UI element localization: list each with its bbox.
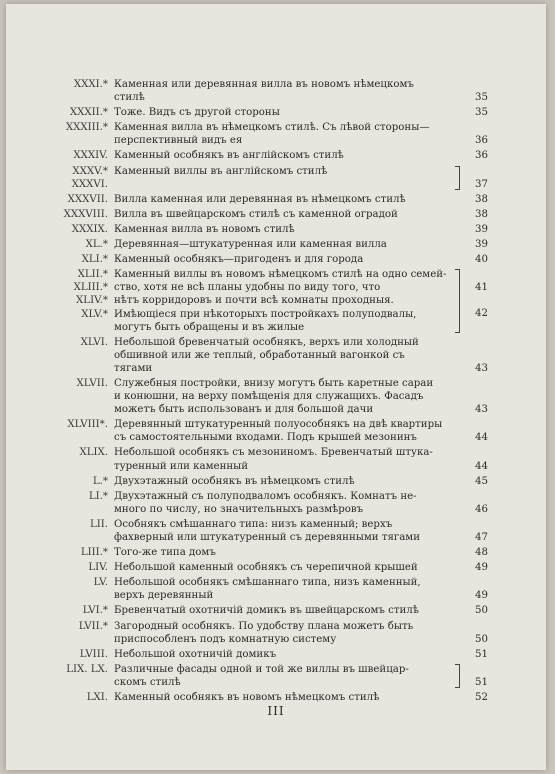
entry-description xyxy=(114,253,456,266)
description-line: Каменный особнякъ въ англійскомъ стилѣ xyxy=(114,150,344,162)
description-line: Двухэтажный съ полуподваломъ особнякъ. Комнатъ не- xyxy=(114,490,417,502)
table-of-contents xyxy=(58,78,488,706)
description-line: ство, хотя не всѣ планы удобны по виду того, что xyxy=(114,282,381,294)
entry-description xyxy=(114,165,456,191)
page-number: 45 xyxy=(475,475,488,487)
description-line: и конюшни, на верху помѣщенія для служащихъ. Фасадъ xyxy=(114,391,424,403)
description-line: Каменный особнякъ—пригоденъ и для города xyxy=(114,254,364,266)
entry-description xyxy=(114,121,456,147)
page-number-footer: III xyxy=(267,704,285,718)
description-line: обшивной или же теплый, обработанный вагонкой съ xyxy=(114,349,405,361)
description-line: Каменный виллы въ новомъ нѣмецкомъ стилѣ на одно семей- xyxy=(114,269,447,281)
entry-description xyxy=(114,546,456,559)
entry-description xyxy=(114,106,456,119)
entry-description xyxy=(114,663,456,689)
plate-number: XXXV.* XXXVI. xyxy=(71,165,108,190)
description-line: тягами xyxy=(114,362,153,374)
toc-entry xyxy=(58,576,488,602)
entry-description xyxy=(114,604,456,617)
description-line: Тоже. Видъ съ другой стороны xyxy=(114,107,280,119)
page-number: 35 xyxy=(475,92,488,104)
page-number: 48 xyxy=(475,547,488,559)
page-number: 38 xyxy=(475,208,488,220)
toc-entry xyxy=(58,663,488,689)
plate-number: XXXVIII. xyxy=(63,208,108,220)
entry-description xyxy=(114,149,456,162)
plate-number: XLI.* xyxy=(81,254,108,266)
toc-entry xyxy=(58,620,488,646)
page-number: 51 xyxy=(475,676,488,688)
toc-entry xyxy=(58,223,488,236)
description-line: Каменная вилла въ новомъ стилѣ xyxy=(114,223,295,235)
toc-entry xyxy=(58,78,488,104)
page-number: 52 xyxy=(475,692,488,704)
page-number: 37 xyxy=(475,178,488,190)
plate-number: XLII.* XLIII.* XLIV.* XLV.* xyxy=(73,269,108,320)
page-number: 36 xyxy=(475,150,488,162)
entry-description xyxy=(114,78,456,104)
description-line: Бревенчатый охотничій домикъ въ швейцарскомъ стилѣ xyxy=(114,605,419,617)
plate-number: LXI. xyxy=(86,692,108,704)
page-number: 41 42 xyxy=(475,281,488,319)
page-number: 44 xyxy=(475,460,488,472)
description-line: Деревянная—штукатуренная или каменная вилла xyxy=(114,239,387,251)
description-line: Небольшой особнякъ смѣшаннаго типа, низъ каменный, xyxy=(114,577,421,589)
description-line: фахверный или штукатуренный съ деревянными тягами xyxy=(114,532,421,543)
page-number: 38 xyxy=(475,193,488,205)
entry-description xyxy=(114,208,456,221)
plate-number: LIX. LX. xyxy=(66,663,108,675)
entry-description xyxy=(114,336,456,375)
description-line: Небольшой каменный особнякъ съ черепичной крышей xyxy=(114,562,418,574)
plate-number: LVIII. xyxy=(79,648,108,660)
description-line: могутъ быть обращены и въ жилые xyxy=(114,321,305,333)
toc-entry xyxy=(58,691,488,704)
page-number: 46 xyxy=(475,503,488,515)
plate-number: XLVIII*. xyxy=(67,419,108,431)
entry-description xyxy=(114,518,456,544)
plate-number: XL.* xyxy=(85,239,108,251)
toc-entry xyxy=(58,475,488,488)
plate-number: XXXII.* xyxy=(69,107,108,119)
plate-number: XXXIV. xyxy=(73,150,108,162)
plate-number: LI.* xyxy=(88,490,108,502)
plate-number: LIII.* xyxy=(80,547,108,559)
entry-description xyxy=(114,268,456,333)
entry-description xyxy=(114,446,456,472)
plate-number: LV. xyxy=(93,577,108,589)
grouping-brace xyxy=(455,664,460,688)
entry-description xyxy=(114,561,456,574)
toc-entry xyxy=(58,561,488,574)
page-number: 51 xyxy=(475,648,488,660)
description-line: Служебныя постройки, внизу могутъ быть каретные сараи xyxy=(114,377,434,389)
toc-entry xyxy=(58,165,488,191)
description-line: нѣтъ корридоровъ и почти всѣ комнаты проходныя. xyxy=(114,295,394,307)
description-line: много по числу, но значительныхъ размѣровъ xyxy=(114,503,364,515)
page-number: 49 xyxy=(475,562,488,574)
page-number: 44 xyxy=(475,432,488,444)
page-number: 43 xyxy=(475,404,488,416)
description-line: Вилла въ швейцарскомъ стилѣ съ каменной оградой xyxy=(114,208,398,220)
entry-description xyxy=(114,648,456,661)
toc-entry xyxy=(58,238,488,251)
toc-entry xyxy=(58,268,488,333)
description-line: Каменная вилла въ нѣмецкомъ стилѣ. Съ лѣвой стороны— xyxy=(114,122,430,134)
plate-number: XLVI. xyxy=(80,336,108,348)
page-number: 35 xyxy=(475,107,488,119)
plate-number: LVI.* xyxy=(82,605,108,617)
description-line: Различные фасады одной и той же виллы въ швейцар- xyxy=(114,663,409,675)
page-number: 50 xyxy=(475,605,488,617)
toc-entry xyxy=(58,604,488,617)
plate-number: LIV. xyxy=(88,562,108,574)
description-line: Каменный виллы въ англійскомъ стилѣ xyxy=(114,165,328,177)
entry-description xyxy=(114,490,456,516)
entry-description xyxy=(114,576,456,602)
page-number: 39 xyxy=(475,223,488,235)
description-line: Того-же типа домъ xyxy=(114,547,216,559)
plate-number: XXXIII.* xyxy=(65,122,108,134)
page-number: 40 xyxy=(475,254,488,266)
description-line: Деревянный штукатуренный полуособнякъ на двѣ квартиры xyxy=(114,419,443,431)
entry-description xyxy=(114,238,456,251)
plate-number: XLIX. xyxy=(79,447,108,459)
description-line: Особнякъ смѣшаннаго типа: низъ каменный; верхъ xyxy=(114,518,393,530)
entry-description xyxy=(114,223,456,236)
description-line: съ самостоятельными входами. Подъ крышей мезонинъ xyxy=(114,432,417,444)
description-line: Небольшой особнякъ съ мезониномъ. Бревенчатый штука- xyxy=(114,447,433,459)
entry-description xyxy=(114,193,456,206)
book-page xyxy=(6,4,546,770)
entry-description xyxy=(114,691,456,704)
toc-entry xyxy=(58,336,488,375)
toc-entry xyxy=(58,490,488,516)
entry-description xyxy=(114,377,456,416)
toc-entry xyxy=(58,446,488,472)
page-number: 49 xyxy=(475,590,488,602)
entry-description xyxy=(114,418,456,444)
plate-number: XXXIX. xyxy=(71,223,108,235)
page-number: 47 xyxy=(475,532,488,543)
plate-number: XXXI.* xyxy=(73,79,108,90)
plate-number: L.* xyxy=(92,475,108,487)
description-line: Каменный особнякъ въ новомъ нѣмецкомъ стилѣ xyxy=(114,692,380,704)
entry-description xyxy=(114,620,456,646)
description-line: Небольшой бревенчатый особнякъ, верхъ или холодный xyxy=(114,336,419,348)
toc-entry xyxy=(58,418,488,444)
description-line: Имѣющіеся при нѣкоторыхъ постройкахъ полуподвалы, xyxy=(114,308,417,320)
description-line: приспособленъ подъ комнатную систему xyxy=(114,633,337,645)
plate-number: LII. xyxy=(89,518,108,530)
toc-entry xyxy=(58,208,488,221)
description-line: скомъ стилѣ xyxy=(114,676,181,688)
toc-entry xyxy=(58,121,488,147)
description-line: Каменная или деревянная вилла въ новомъ нѣмецкомъ xyxy=(114,79,414,90)
entry-description xyxy=(114,475,456,488)
description-line: можетъ быть использованъ и для большой дачи xyxy=(114,404,374,416)
description-line: туренный или каменный xyxy=(114,460,249,472)
page-number: 36 xyxy=(475,135,488,147)
page-number: 39 xyxy=(475,239,488,251)
description-line: стилѣ xyxy=(114,92,145,104)
description-line: Двухэтажный особнякъ въ нѣмецкомъ стилѣ xyxy=(114,475,355,487)
description-line: верхъ деревянный xyxy=(114,590,214,602)
description-line: Загородный особнякъ. По удобству плана можетъ быть xyxy=(114,620,414,632)
toc-entry xyxy=(58,377,488,416)
page-number: 50 xyxy=(475,633,488,645)
page-number: 43 xyxy=(475,362,488,374)
toc-entry xyxy=(58,518,488,544)
grouping-brace xyxy=(455,269,460,332)
plate-number: LVII.* xyxy=(78,620,108,632)
toc-entry xyxy=(58,546,488,559)
description-line: Небольшой охотничій домикъ xyxy=(114,648,277,660)
toc-entry xyxy=(58,253,488,266)
description-line: Вилла каменная или деревянная въ нѣмецкомъ стилѣ xyxy=(114,193,406,205)
grouping-brace xyxy=(455,166,460,190)
toc-entry xyxy=(58,648,488,661)
plate-number: XLVII. xyxy=(76,377,108,389)
toc-entry xyxy=(58,149,488,162)
description-line: перспективный видъ ея xyxy=(114,135,243,147)
toc-entry xyxy=(58,106,488,119)
toc-entry xyxy=(58,193,488,206)
plate-number: XXXVII. xyxy=(67,193,108,205)
